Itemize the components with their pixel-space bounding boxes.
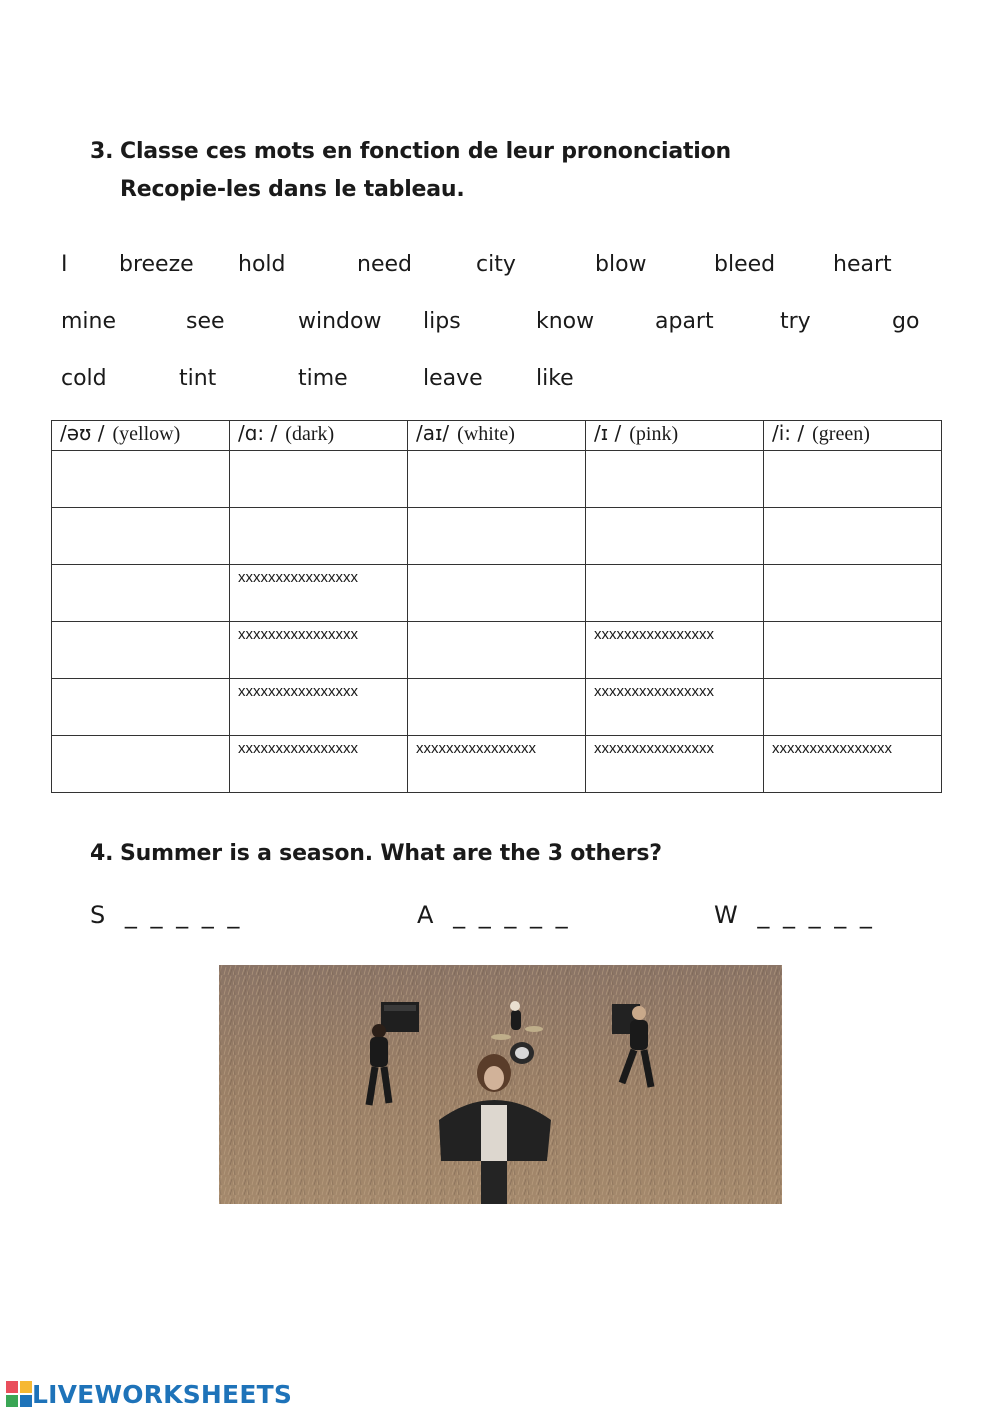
table-cell <box>230 622 408 679</box>
brand-name: LIVEWORKSHEETS <box>32 1379 293 1409</box>
word: mine <box>61 309 117 334</box>
word: time <box>298 366 348 391</box>
word: need <box>357 252 412 277</box>
word: tint <box>179 366 217 391</box>
header-cell: /aɪ/ (white) <box>408 421 586 451</box>
table-cell <box>408 736 586 793</box>
table-cell[interactable] <box>52 451 230 508</box>
table-cell[interactable] <box>764 451 942 508</box>
word: heart <box>833 252 892 277</box>
table-cell[interactable] <box>586 508 764 565</box>
liveworksheets-logo-icon <box>6 1381 32 1407</box>
table-cell[interactable] <box>408 679 586 736</box>
filler-text: xxxxxxxxxxxxxxxx <box>416 740 536 757</box>
question-4-text: Summer is a season. What are the 3 others? <box>120 841 662 866</box>
table-cell <box>586 622 764 679</box>
season-answer[interactable] <box>714 901 875 929</box>
table-cell[interactable] <box>408 508 586 565</box>
table-cell <box>230 736 408 793</box>
table-cell[interactable] <box>764 679 942 736</box>
word: city <box>476 252 516 277</box>
word: lips <box>423 309 461 334</box>
table-cell[interactable] <box>230 508 408 565</box>
word: blow <box>595 252 647 277</box>
phonetics-table <box>51 420 942 793</box>
question-4-number: 4. <box>90 841 114 866</box>
answer-blanks: _ _ _ _ _ <box>453 901 571 929</box>
season-answer[interactable] <box>417 901 571 929</box>
table-cell <box>586 679 764 736</box>
table-cell[interactable] <box>408 622 586 679</box>
filler-text: xxxxxxxxxxxxxxxx <box>594 740 714 757</box>
table-cell[interactable] <box>586 451 764 508</box>
answer-letter: S <box>90 901 109 929</box>
word: go <box>892 309 920 334</box>
word: leave <box>423 366 483 391</box>
word: cold <box>61 366 107 391</box>
header-cell: /i: / (green) <box>764 421 942 451</box>
word: I <box>61 252 68 277</box>
table-cell[interactable] <box>764 508 942 565</box>
header-cell: /ɪ / (pink) <box>586 421 764 451</box>
table-row <box>52 451 942 508</box>
table-cell <box>230 679 408 736</box>
table-cell[interactable] <box>52 679 230 736</box>
word: apart <box>655 309 714 334</box>
table-cell <box>586 736 764 793</box>
table-row <box>52 508 942 565</box>
word: hold <box>238 252 286 277</box>
question-3-title <box>90 139 732 164</box>
answer-letter: A <box>417 901 437 929</box>
table-row <box>52 565 942 622</box>
answer-blanks: _ _ _ _ _ <box>124 901 243 929</box>
word: window <box>298 309 382 334</box>
table-header-row <box>52 421 942 451</box>
table-cell[interactable] <box>408 565 586 622</box>
table-cell <box>764 736 942 793</box>
word: know <box>536 309 595 334</box>
header-cell: /ɑ: / (dark) <box>230 421 408 451</box>
question-3-number: 3. <box>90 139 114 164</box>
question-3-line2: Recopie-les dans le tableau. <box>120 177 465 202</box>
filler-text: xxxxxxxxxxxxxxxx <box>594 683 714 700</box>
table-cell[interactable] <box>586 565 764 622</box>
season-answer[interactable] <box>90 901 242 929</box>
word: like <box>536 366 574 391</box>
filler-text: xxxxxxxxxxxxxxxx <box>238 683 358 700</box>
table-row <box>52 679 942 736</box>
word: try <box>780 309 811 334</box>
filler-text: xxxxxxxxxxxxxxxx <box>772 740 892 757</box>
table-cell[interactable] <box>408 451 586 508</box>
filler-text: xxxxxxxxxxxxxxxx <box>238 740 358 757</box>
filler-text: xxxxxxxxxxxxxxxx <box>238 569 358 586</box>
liveworksheets-logo[interactable] <box>6 1379 292 1409</box>
table-cell[interactable] <box>52 565 230 622</box>
table-cell[interactable] <box>52 508 230 565</box>
table-cell[interactable] <box>52 622 230 679</box>
filler-text: xxxxxxxxxxxxxxxx <box>594 626 714 643</box>
table-cell[interactable] <box>764 565 942 622</box>
answer-letter: W <box>714 901 741 929</box>
table-row <box>52 736 942 793</box>
table-cell <box>230 565 408 622</box>
question-3-line1: Classe ces mots en fonction de leur prononciation <box>120 139 732 164</box>
table-cell[interactable] <box>52 736 230 793</box>
filler-text: xxxxxxxxxxxxxxxx <box>238 626 358 643</box>
table-cell[interactable] <box>230 451 408 508</box>
band-photo <box>219 965 782 1204</box>
word: bleed <box>714 252 776 277</box>
word: breeze <box>119 252 194 277</box>
table-cell[interactable] <box>764 622 942 679</box>
word: see <box>186 309 225 334</box>
table-row <box>52 622 942 679</box>
header-cell: /əʊ / (yellow) <box>52 421 230 451</box>
question-4-title <box>90 841 662 866</box>
answer-blanks: _ _ _ _ _ <box>757 901 875 929</box>
